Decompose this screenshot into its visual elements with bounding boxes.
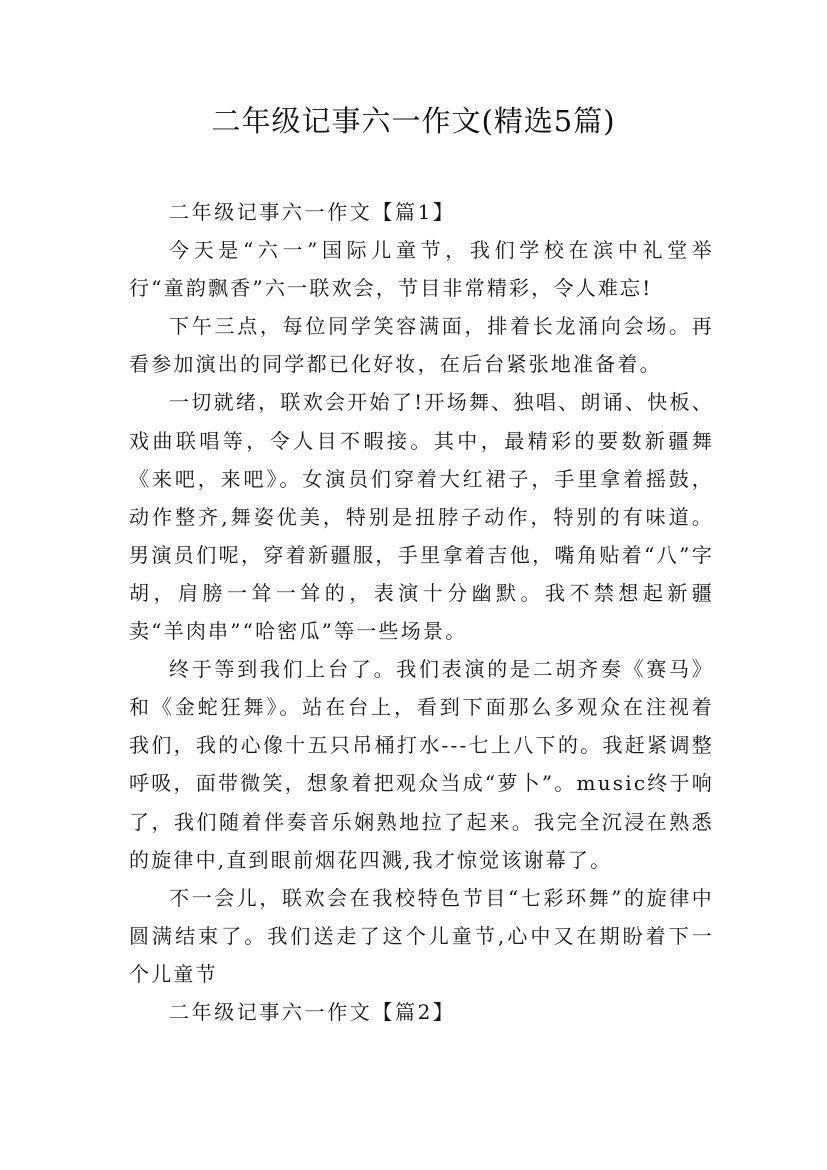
paragraph: 一切就绪，联欢会开始了!开场舞、独唱、朗诵、快板、戏曲联唱等，令人目不暇接。其中，最精彩的要数新疆舞《来吧，来吧》。女演员们穿着大红裙子，手里拿着摇鼓，动作整齐,舞姿优美，特别是扭脖子动作，特别的有味道。男演员们呢，穿着新疆服，手里拿着吉他，嘴角贴着“八”字胡，肩膀一耸一耸的，表演十分幽默。我不禁想起新疆卖“羊肉串”“哈密瓜”等一些场景。 [129,390,714,644]
paragraph: 终于等到我们上台了。我们表演的是二胡齐奏《赛马》和《金蛇狂舞》。站在台上，看到下面那么多观众在注视着我们，我的心像十五只吊桶打水---七上八下的。我赶紧调整呼吸，面带微笑，想象着把观众当成“萝卜”。music终于响了，我们随着伴奏音乐娴熟地拉了起来。我完全沉浸在熟悉的旋律中,直到眼前烟花四溅,我才惊觉该谢幕了。 [129,657,714,872]
section-heading-2: 二年级记事六一作文【篇2】 [169,999,456,1024]
document-title: 二年级记事六一作文(精选5篇) [211,104,616,138]
paragraph: 下午三点，每位同学笑容满面，排着长龙涌向会场。再看参加演出的同学都已化好妆，在后台紧张地准备着。 [129,314,714,377]
document-body [129,193,714,1031]
paragraph: 今天是“六一”国际儿童节，我们学校在滨中礼堂举行“童韵飘香”六一联欢会，节目非常精彩，令人难忘! [129,238,714,301]
paragraph: 不一会儿，联欢会在我校特色节目“七彩环舞”的旋律中圆满结束了。我们送走了这个儿童节,心中又在期盼着下一个儿童节 [129,885,714,986]
section-heading-1: 二年级记事六一作文【篇1】 [169,200,456,224]
